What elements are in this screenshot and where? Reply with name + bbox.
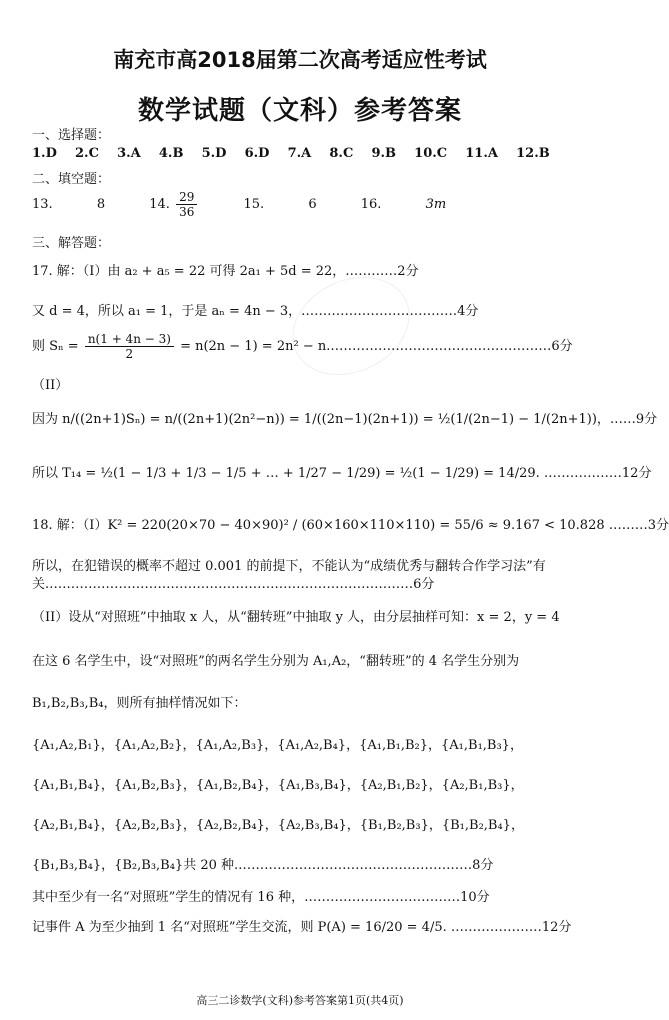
mcq-answer: 1.D xyxy=(32,146,57,161)
q17-part-2: （II） xyxy=(32,378,69,393)
mcq-answer: 4.B xyxy=(158,146,184,161)
q18-cases-1: {A₁,A₂,B₁}，{A₁,A₂,B₂}，{A₁,A₂,B₃}，{A₁,A₂,B₄}，{A₁,B₁,B₂}，{A₁,B₁,B₃}， xyxy=(32,738,523,753)
q17-sn-label: 则 Sₙ = xyxy=(32,339,79,354)
mcq-answer: 6.D xyxy=(244,146,270,161)
mcq-answer: 5.D xyxy=(201,146,227,161)
q15-answer: 6 xyxy=(308,197,317,212)
q18-cases-4: {B₁,B₃,B₄}，{B₂,B₃,B₄}共 20 种.………………………………………………8分 xyxy=(32,858,494,873)
q13-number: 13. xyxy=(32,197,53,212)
q14-number: 14. xyxy=(149,197,170,212)
mcq-answer: 2.C xyxy=(75,146,99,161)
mcq-answer: 12.B xyxy=(516,146,550,161)
fill-answers xyxy=(32,190,446,219)
choice-answers xyxy=(32,146,564,161)
q14-denominator: 36 xyxy=(179,205,195,219)
q13-answer: 8 xyxy=(96,197,106,212)
section-fill-heading: 二、填空题： xyxy=(32,172,111,187)
q14-numerator: 29 xyxy=(176,190,197,205)
mcq-answer: 11.A xyxy=(465,146,498,161)
q16-number: 16. xyxy=(360,197,382,212)
exam-title: 南充市高2018届第二次高考适应性考试 xyxy=(113,48,487,72)
page-footer: 高三二诊数学(文科)参考答案第1页(共4页) xyxy=(196,994,404,1007)
q15-number: 15. xyxy=(243,197,265,212)
mcq-answer: 10.C xyxy=(414,146,448,161)
q17-sn-denominator: 2 xyxy=(125,347,134,361)
q17-sn-result: = n(2n − 1) = 2n² − n.……………………………………………6分 xyxy=(180,339,573,354)
q16-answer: 3m xyxy=(425,197,447,212)
answer-key-title: 数学试题（文科）参考答案 xyxy=(137,96,462,126)
q18-line-1: 18. 解：（I）K² = 220(20×70 − 40×90)² / (60×160×110×110) = 55/6 ≈ 9.167 < 10.828 ………3分 xyxy=(32,518,669,533)
mcq-answer: 7.A xyxy=(287,146,312,161)
mcq-answer: 3.A xyxy=(117,146,141,161)
q18-line-11: 记事件 A 为至少抽到 1 名“对照班”学生交流，则 P(A) = 16/20 = 4/5. …………………12分 xyxy=(32,920,572,935)
q18-cases-2: {A₁,B₁,B₄}，{A₁,B₂,B₃}，{A₁,B₂,B₄}，{A₁,B₃,B₄}，{A₂,B₁,B₂}，{A₂,B₁,B₃}， xyxy=(32,778,524,793)
q14-fraction xyxy=(176,190,197,219)
q18-line-4: 在这 6 名学生中，设“对照班”的两名学生分别为 A₁,A₂，“翻转班”的 4 名学生分别为 xyxy=(32,654,520,669)
mcq-answer: 8.C xyxy=(329,146,354,161)
q18-cases-3: {A₂,B₁,B₄}，{A₂,B₂,B₃}，{A₂,B₂,B₄}，{A₂,B₃,B₄}，{B₁,B₂,B₃}，{B₁,B₂,B₄}， xyxy=(32,818,524,833)
q18-line-3: （II）设从“对照班”中抽取 x 人，从“翻转班”中抽取 y 人，由分层抽样可知：x = 2，y = 4 xyxy=(32,610,560,625)
q17-line-1: 17. 解：（I）由 a₂ + a₅ = 22 可得 2a₁ + 5d = 22，…………2分 xyxy=(32,264,419,279)
q17-line-6: 所以 T₁₄ = ½(1 − 1/3 + 1/3 − 1/5 + … + 1/27 − 1/29) = ½(1 − 1/29) = 14/29. ………………12分 xyxy=(32,466,652,481)
section-solution-heading: 三、解答题： xyxy=(32,236,111,251)
q18-line-5: B₁,B₂,B₃,B₄，则所有抽样情况如下： xyxy=(32,696,247,711)
q17-line-5: 因为 n/((2n+1)Sₙ) = n/((2n+1)(2n²−n)) = 1/((2n−1)(2n+1)) = ½(1/(2n−1) − 1/(2n+1))，……9分 xyxy=(32,412,658,427)
section-choice-heading: 一、选择题： xyxy=(32,128,111,143)
q18-line-10: 其中至少有一名“对照班”学生的情况有 16 种，………………………………10分 xyxy=(32,890,490,905)
q17-sn-fraction xyxy=(85,332,174,361)
q17-line-2: 又 d = 4，所以 a₁ = 1，于是 aₙ = 4n − 3，………………………………4分 xyxy=(32,304,479,319)
mcq-answer: 9.B xyxy=(371,146,397,161)
q17-line-3 xyxy=(32,332,573,361)
q17-sn-numerator: n(1 + 4n − 3) xyxy=(85,332,174,347)
q18-line-2: 所以，在犯错误的概率不超过 0.001 的前提下，不能认为“成绩优秀与翻转合作学习法”有关.…………………………………………………………………………6分 xyxy=(32,559,546,592)
